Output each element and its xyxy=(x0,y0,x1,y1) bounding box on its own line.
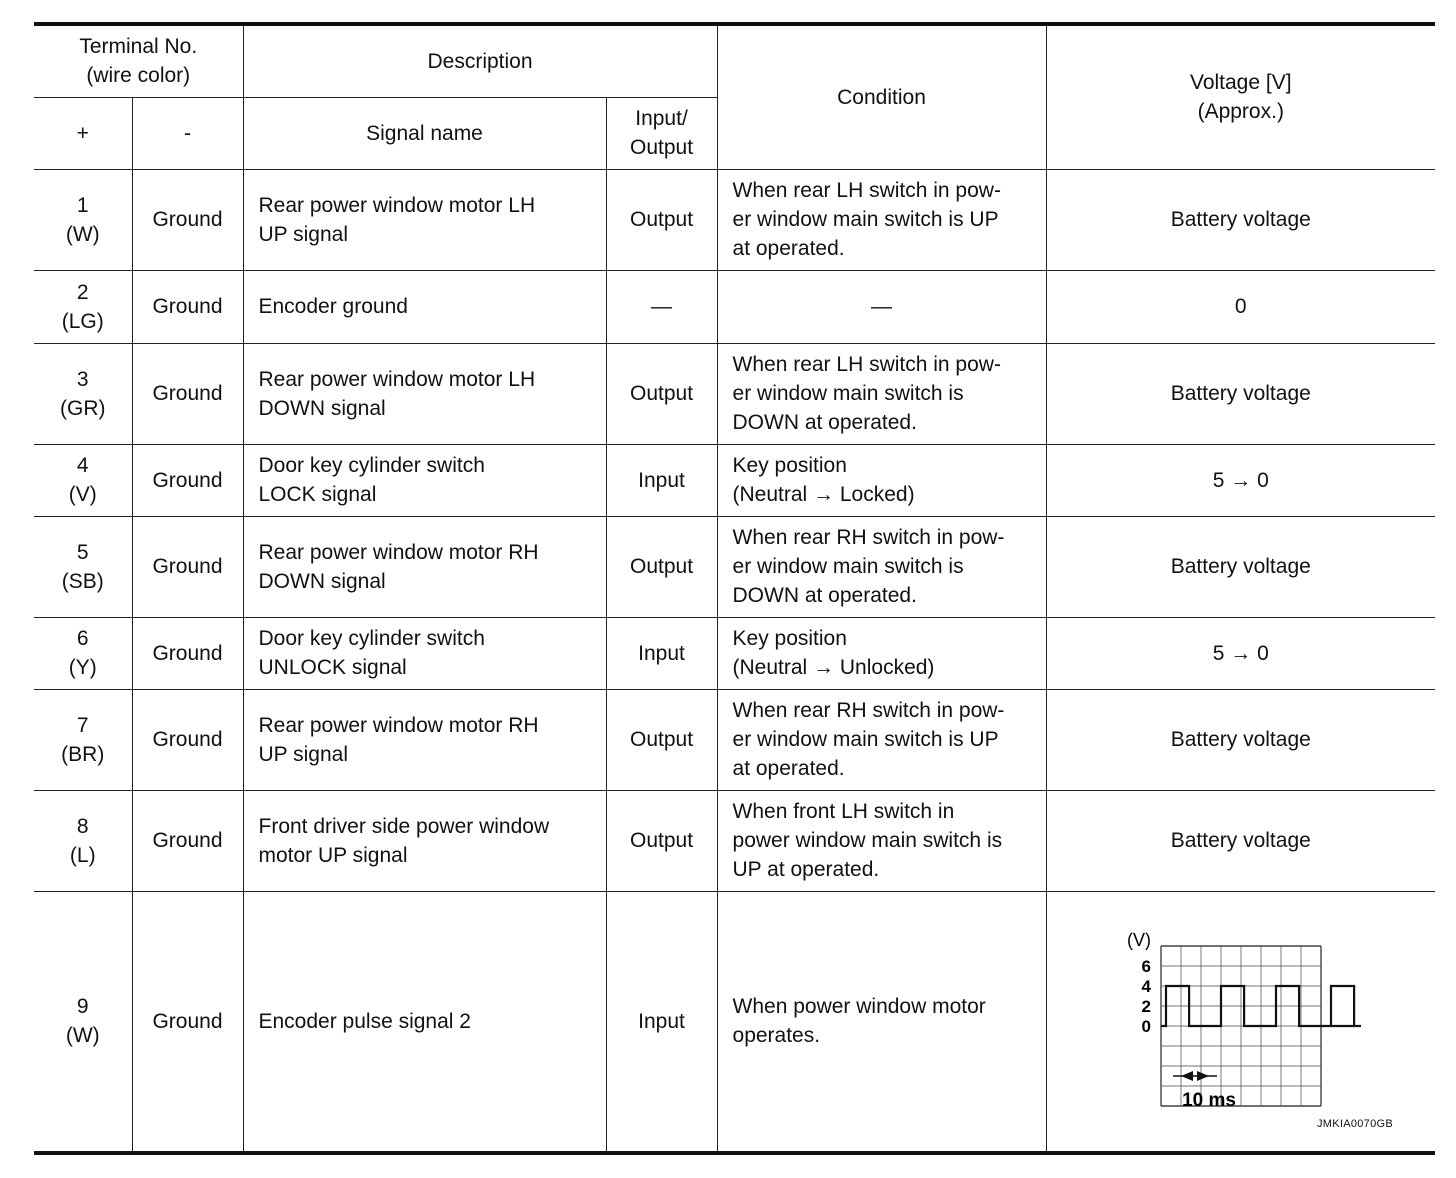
voltage-cell: 5 → 0 xyxy=(1046,617,1435,689)
condition-cell: When power window motor operates. xyxy=(717,891,1046,1153)
signal-cell: Rear power window motor LH UP signal xyxy=(243,169,606,270)
io-cell: — xyxy=(606,270,717,343)
terminal-cell: 3 (GR) xyxy=(34,343,132,444)
signal-cell: Rear power window motor RH UP signal xyxy=(243,689,606,790)
condition-cell: Key position (Neutral → Unlocked) xyxy=(717,617,1046,689)
signal-cell: Encoder pulse signal 2 xyxy=(243,891,606,1153)
voltage-cell-waveform xyxy=(1046,891,1435,1153)
terminal-cell: 4 (V) xyxy=(34,444,132,516)
y-tick-label: 4 xyxy=(1141,977,1151,997)
terminal-cell: 7 (BR) xyxy=(34,689,132,790)
io-cell: Input xyxy=(606,444,717,516)
header-description: Description xyxy=(243,24,717,97)
terminal-cell: 1 (W) xyxy=(34,169,132,270)
table-row xyxy=(34,790,1435,891)
condition-cell: Key position (Neutral → Locked) xyxy=(717,444,1046,516)
condition-cell: When rear LH switch in pow- er window main switch is UP at operated. xyxy=(717,169,1046,270)
voltage-cell: Battery voltage xyxy=(1046,689,1435,790)
minus-cell: Ground xyxy=(132,790,243,891)
table-row xyxy=(34,444,1435,516)
encoder-pulse-waveform xyxy=(1121,926,1361,1116)
table-row xyxy=(34,891,1435,1153)
table-row xyxy=(34,617,1435,689)
voltage-cell: Battery voltage xyxy=(1046,516,1435,617)
voltage-cell: Battery voltage xyxy=(1046,790,1435,891)
y-tick-label: 0 xyxy=(1141,1017,1151,1037)
minus-cell: Ground xyxy=(132,891,243,1153)
io-cell: Input xyxy=(606,617,717,689)
signal-cell: Front driver side power window motor UP signal xyxy=(243,790,606,891)
condition-cell: — xyxy=(717,270,1046,343)
table-row xyxy=(34,270,1435,343)
table-row xyxy=(34,516,1435,617)
voltage-cell: 5 → 0 xyxy=(1046,444,1435,516)
header-terminal-no: Terminal No. (wire color) xyxy=(34,24,243,97)
io-cell: Output xyxy=(606,790,717,891)
waveform-time-scale xyxy=(1173,1071,1217,1081)
header-minus: - xyxy=(132,97,243,169)
header-condition: Condition xyxy=(717,24,1046,169)
header-input-output: Input/ Output xyxy=(606,97,717,169)
minus-cell: Ground xyxy=(132,617,243,689)
signal-cell: Encoder ground xyxy=(243,270,606,343)
waveform-unit-label: (V) xyxy=(1126,930,1151,951)
figure-id: JMKIA0070GB xyxy=(1316,1118,1394,1130)
condition-cell: When front LH switch in power window main switch is UP at operated. xyxy=(717,790,1046,891)
header-voltage: Voltage [V] (Approx.) xyxy=(1046,24,1435,169)
signal-cell: Rear power window motor RH DOWN signal xyxy=(243,516,606,617)
signal-cell: Rear power window motor LH DOWN signal xyxy=(243,343,606,444)
terminal-cell: 8 (L) xyxy=(34,790,132,891)
io-cell: Input xyxy=(606,891,717,1153)
minus-cell: Ground xyxy=(132,444,243,516)
terminal-spec-table xyxy=(34,22,1435,1155)
io-cell: Output xyxy=(606,169,717,270)
terminal-cell: 6 (Y) xyxy=(34,617,132,689)
io-cell: Output xyxy=(606,689,717,790)
table-row xyxy=(34,343,1435,444)
io-cell: Output xyxy=(606,343,717,444)
header-plus: + xyxy=(34,97,132,169)
waveform-time-label: 10 ms xyxy=(1181,1090,1236,1112)
io-cell: Output xyxy=(606,516,717,617)
voltage-cell: Battery voltage xyxy=(1046,343,1435,444)
condition-cell: When rear LH switch in pow- er window main switch is DOWN at operated. xyxy=(717,343,1046,444)
y-tick-label: 2 xyxy=(1141,997,1151,1017)
minus-cell: Ground xyxy=(132,169,243,270)
y-tick-label: 6 xyxy=(1141,957,1151,977)
time-scale-arrow xyxy=(1181,1071,1193,1081)
terminal-cell: 9 (W) xyxy=(34,891,132,1153)
condition-cell: When rear RH switch in pow- er window main switch is UP at operated. xyxy=(717,689,1046,790)
table-row xyxy=(34,689,1435,790)
minus-cell: Ground xyxy=(132,343,243,444)
condition-cell: When rear RH switch in pow- er window main switch is DOWN at operated. xyxy=(717,516,1046,617)
table-row xyxy=(34,169,1435,270)
signal-cell: Door key cylinder switch LOCK signal xyxy=(243,444,606,516)
signal-cell: Door key cylinder switch UNLOCK signal xyxy=(243,617,606,689)
time-scale-arrow xyxy=(1197,1071,1209,1081)
minus-cell: Ground xyxy=(132,270,243,343)
terminal-cell: 2 (LG) xyxy=(34,270,132,343)
voltage-cell: 0 xyxy=(1046,270,1435,343)
waveform-y-ticks xyxy=(1141,957,1151,1036)
header-signal-name: Signal name xyxy=(243,97,606,169)
minus-cell: Ground xyxy=(132,516,243,617)
waveform-grid xyxy=(1161,946,1321,1106)
minus-cell: Ground xyxy=(132,689,243,790)
terminal-cell: 5 (SB) xyxy=(34,516,132,617)
voltage-cell: Battery voltage xyxy=(1046,169,1435,270)
